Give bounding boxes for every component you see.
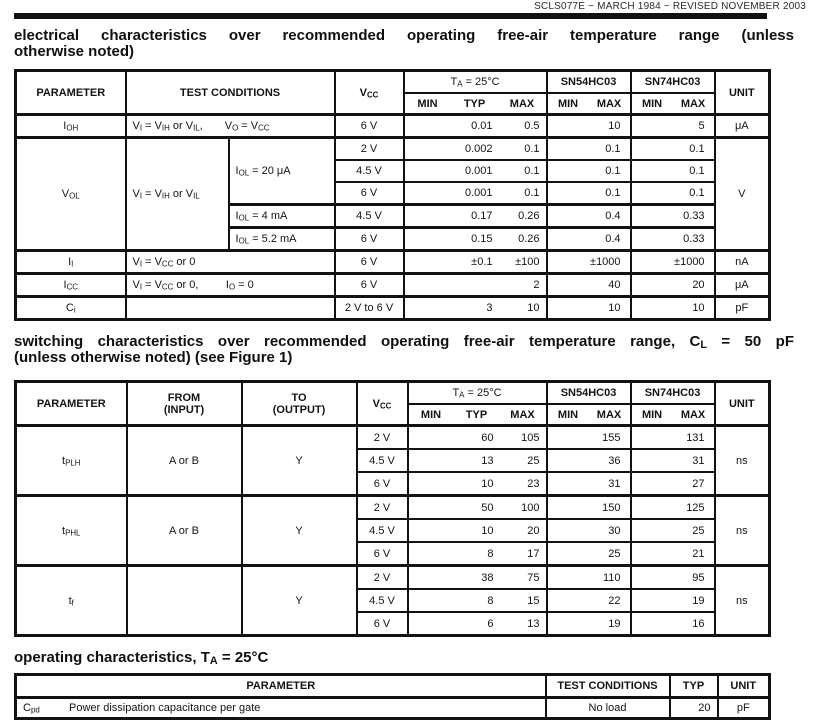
vcc-cell: 4.5 V (335, 160, 404, 182)
col-header-test-conditions: TEST CONDITIONS (126, 71, 335, 115)
col-header-max: MAX (500, 404, 547, 426)
col-header-min: MIN (631, 404, 673, 426)
min-cell (408, 589, 454, 612)
max-cell: 0.5 (499, 115, 547, 138)
param-cell: $I_I$ (16, 251, 126, 274)
min-cell (408, 519, 454, 542)
col-header-min: MIN (547, 404, 589, 426)
sn54-cell: 40 (547, 274, 631, 297)
typ-cell: 0.001 (451, 182, 499, 205)
sn54-cell: 0.4 (547, 205, 631, 228)
sn54-cell: 0.1 (547, 182, 631, 205)
col-header-max: MAX (589, 93, 631, 115)
max-cell: 0.1 (499, 160, 547, 182)
vcc-cell: 2 V (335, 138, 404, 161)
unit-cell: ns (715, 496, 770, 566)
col-header-max: MAX (673, 404, 715, 426)
col-header-max: MAX (499, 93, 547, 115)
sn54-cell: 10 (547, 297, 631, 320)
vcc-cell: 2 V (357, 566, 408, 590)
vcc-cell: 2 V (357, 496, 408, 520)
heading-line: (unless otherwise noted) (see Figure 1) (14, 349, 293, 366)
max-cell: 25 (500, 449, 547, 472)
vcc-cell: 6 V (357, 472, 408, 496)
sn74-cell: 95 (631, 566, 715, 590)
col-header-typ: TYP (451, 93, 499, 115)
vcc-cell: 6 V (357, 542, 408, 566)
param-cell: $t_{PHL}$ (16, 496, 127, 566)
sn74-cell: 0.33 (631, 205, 715, 228)
vcc-cell: 2 V to 6 V (335, 297, 404, 320)
electrical-section-heading (14, 28, 794, 60)
typ-cell: 0.001 (451, 160, 499, 182)
header-rule (14, 13, 767, 19)
min-cell (408, 496, 454, 520)
unit-cell: nA (715, 251, 770, 274)
to-cell: Y (242, 496, 357, 566)
to-cell: Y (242, 566, 357, 636)
col-header-unit: UNIT (718, 675, 770, 698)
max-cell: 10 (499, 297, 547, 320)
col-header-parameter: PARAMETER (16, 675, 546, 698)
param-cell: $I_{CC}$ (16, 274, 126, 297)
param-symbol: $C_{pd}$ (23, 702, 40, 715)
from-cell (127, 566, 242, 636)
switching-characteristics-table (14, 380, 771, 637)
max-cell: 0.26 (499, 205, 547, 228)
min-cell (408, 542, 454, 566)
sn54-cell: 25 (547, 542, 631, 566)
col-header-to-output (242, 382, 357, 426)
max-cell: 2 (499, 274, 547, 297)
max-cell: 17 (500, 542, 547, 566)
cond-cell: $V_I = V_{CC}$ or 0 (126, 251, 335, 274)
table-row-vol-1 (16, 138, 770, 161)
col-header-sn74hc03: SN74HC03 (631, 382, 715, 405)
operating-section-heading (14, 650, 794, 666)
sn74-cell: 10 (631, 297, 715, 320)
col-header-vcc: $V_{CC}$ (335, 71, 404, 115)
typ-cell: 8 (454, 542, 500, 566)
col-header-typ: TYP (670, 675, 718, 698)
typ-cell: 0.15 (451, 228, 499, 251)
header-line: (INPUT) (163, 403, 205, 416)
typ-cell: 10 (454, 519, 500, 542)
sn74-cell: 19 (631, 589, 715, 612)
col-header-min: MIN (408, 404, 454, 426)
max-cell: ±100 (499, 251, 547, 274)
typ-cell: 3 (451, 297, 499, 320)
sn74-cell: 25 (631, 519, 715, 542)
typ-cell: 50 (454, 496, 500, 520)
param-cell (16, 698, 546, 719)
sn74-cell: 131 (631, 426, 715, 450)
sn54-cell: 0.1 (547, 160, 631, 182)
typ-cell: 10 (454, 472, 500, 496)
cond-cell: $V_I = V_{IH}$ or $V_{IL}$, $V_O = V_{CC}$ (126, 115, 335, 138)
cond-cell: $I_{OL} = 5.2$ mA (229, 228, 335, 251)
max-cell: 0.1 (499, 182, 547, 205)
min-cell (408, 566, 454, 590)
cond-cell (126, 297, 335, 320)
sn74-cell: 5 (631, 115, 715, 138)
col-header-parameter: PARAMETER (16, 382, 127, 426)
sn54-cell: 110 (547, 566, 631, 590)
col-header-test-conditions: TEST CONDITIONS (546, 675, 670, 698)
unit-cell: pF (718, 698, 770, 719)
max-cell: 23 (500, 472, 547, 496)
vcc-cell: 4.5 V (357, 589, 408, 612)
col-header-ta25: $T_A = 25^\circ C$ (408, 382, 547, 405)
vcc-cell: 4.5 V (357, 449, 408, 472)
typ-cell: 13 (454, 449, 500, 472)
min-cell (404, 182, 451, 205)
col-header-typ: TYP (454, 404, 500, 426)
sn74-cell: 20 (631, 274, 715, 297)
max-cell: 20 (500, 519, 547, 542)
sn54-cell: 150 (547, 496, 631, 520)
vcc-cell: 6 V (335, 182, 404, 205)
sn54-cell: 155 (547, 426, 631, 450)
vcc-cell: 4.5 V (335, 205, 404, 228)
typ-cell: ±0.1 (451, 251, 499, 274)
unit-cell: pF (715, 297, 770, 320)
operating-characteristics-table (14, 673, 771, 720)
table-row-tf-1 (16, 566, 770, 590)
sn54-cell: 22 (547, 589, 631, 612)
vcc-cell: 6 V (335, 251, 404, 274)
sn54-cell: 31 (547, 472, 631, 496)
typ-cell: 0.002 (451, 138, 499, 161)
table-row-ioh (16, 115, 770, 138)
min-cell (404, 115, 451, 138)
heading-line: switching characteristics over recommended operating free-air temperature range, $C_L = 50$ pF (14, 333, 794, 351)
min-cell (408, 449, 454, 472)
sn74-cell: 16 (631, 612, 715, 636)
from-cell: A or B (127, 496, 242, 566)
doc-revision-line: SCLS077E − MARCH 1984 − REVISED NOVEMBER 2003 (534, 1, 806, 12)
sn74-cell: 21 (631, 542, 715, 566)
typ-cell: 20 (670, 698, 718, 719)
sn74-cell: 0.33 (631, 228, 715, 251)
col-header-ta25: $T_A = 25^\circ C$ (404, 71, 547, 94)
param-cell: $t_f$ (16, 566, 127, 636)
cond-cell: No load (546, 698, 670, 719)
header-line: FROM (167, 391, 201, 404)
header-line: TO (291, 391, 307, 404)
col-header-sn54hc03: SN54HC03 (547, 71, 631, 94)
col-header-min: MIN (404, 93, 451, 115)
table-row-tplh-1 (16, 426, 770, 450)
sn74-cell: 125 (631, 496, 715, 520)
typ-cell (451, 274, 499, 297)
sn74-cell: 0.1 (631, 160, 715, 182)
unit-cell: ns (715, 426, 770, 496)
col-header-min: MIN (547, 93, 589, 115)
from-cell: A or B (127, 426, 242, 496)
typ-cell: 0.01 (451, 115, 499, 138)
param-cell: $I_{OH}$ (16, 115, 126, 138)
min-cell (408, 612, 454, 636)
heading-line: otherwise noted) (14, 43, 135, 60)
max-cell: 100 (500, 496, 547, 520)
max-cell: 0.26 (499, 228, 547, 251)
sn54-cell: 0.1 (547, 138, 631, 161)
sn54-cell: 0.4 (547, 228, 631, 251)
col-header-from-input (127, 382, 242, 426)
cond-cell: $V_I = V_{IH}$ or $V_{IL}$ (126, 138, 229, 251)
table-row-tphl-1 (16, 496, 770, 520)
typ-cell: 0.17 (451, 205, 499, 228)
col-header-vcc: $V_{CC}$ (357, 382, 408, 426)
col-header-max: MAX (589, 404, 631, 426)
sn54-cell: 19 (547, 612, 631, 636)
sn54-cell: 30 (547, 519, 631, 542)
vcc-cell: 6 V (335, 115, 404, 138)
heading-line: operating characteristics, $T_A = 25^\circ C$ (14, 649, 269, 667)
sn54-cell: 10 (547, 115, 631, 138)
col-header-parameter: PARAMETER (16, 71, 126, 115)
col-header-min: MIN (631, 93, 673, 115)
col-header-sn74hc03: SN74HC03 (631, 71, 715, 94)
vcc-cell: 6 V (335, 228, 404, 251)
max-cell: 0.1 (499, 138, 547, 161)
col-header-sn54hc03: SN54HC03 (547, 382, 631, 405)
typ-cell: 60 (454, 426, 500, 450)
max-cell: 15 (500, 589, 547, 612)
unit-cell: ns (715, 566, 770, 636)
param-cell: $V_{OL}$ (16, 138, 126, 251)
typ-cell: 8 (454, 589, 500, 612)
cond-cell: $V_I = V_{CC}$ or 0, $I_O = 0$ (126, 274, 335, 297)
vcc-cell: 2 V (357, 426, 408, 450)
sn74-cell: 0.1 (631, 182, 715, 205)
col-header-max: MAX (673, 93, 715, 115)
min-cell (408, 426, 454, 450)
param-cell: $C_i$ (16, 297, 126, 320)
max-cell: 13 (500, 612, 547, 636)
min-cell (404, 297, 451, 320)
min-cell (404, 205, 451, 228)
table-row-ii (16, 251, 770, 274)
to-cell: Y (242, 426, 357, 496)
unit-cell: V (715, 138, 770, 251)
sn74-cell: ±1000 (631, 251, 715, 274)
cond-cell: $I_{OL} = 4$ mA (229, 205, 335, 228)
vcc-cell: 4.5 V (357, 519, 408, 542)
min-cell (404, 160, 451, 182)
param-description: Power dissipation capacitance per gate (69, 702, 261, 714)
min-cell (408, 472, 454, 496)
min-cell (404, 228, 451, 251)
typ-cell: 6 (454, 612, 500, 636)
vcc-cell: 6 V (335, 274, 404, 297)
min-cell (404, 274, 451, 297)
max-cell: 105 (500, 426, 547, 450)
param-cell: $t_{PLH}$ (16, 426, 127, 496)
heading-line: electrical characteristics over recommended operating free-air temperature range (unless (14, 27, 794, 44)
min-cell (404, 138, 451, 161)
vcc-cell: 6 V (357, 612, 408, 636)
electrical-characteristics-table (14, 69, 771, 321)
col-header-unit: UNIT (715, 71, 770, 115)
col-header-unit: UNIT (715, 382, 770, 426)
table-row-icc (16, 274, 770, 297)
header-line: (OUTPUT) (272, 403, 326, 416)
unit-cell: μA (715, 115, 770, 138)
sn54-cell: ±1000 (547, 251, 631, 274)
cond-cell: $I_{OL} = 20$ μA (229, 138, 335, 205)
typ-cell: 38 (454, 566, 500, 590)
table-row-cpd (16, 698, 770, 719)
switching-section-heading (14, 334, 794, 366)
sn74-cell: 27 (631, 472, 715, 496)
sn54-cell: 36 (547, 449, 631, 472)
sn74-cell: 31 (631, 449, 715, 472)
table-row-ci (16, 297, 770, 320)
unit-cell: μA (715, 274, 770, 297)
min-cell (404, 251, 451, 274)
max-cell: 75 (500, 566, 547, 590)
sn74-cell: 0.1 (631, 138, 715, 161)
